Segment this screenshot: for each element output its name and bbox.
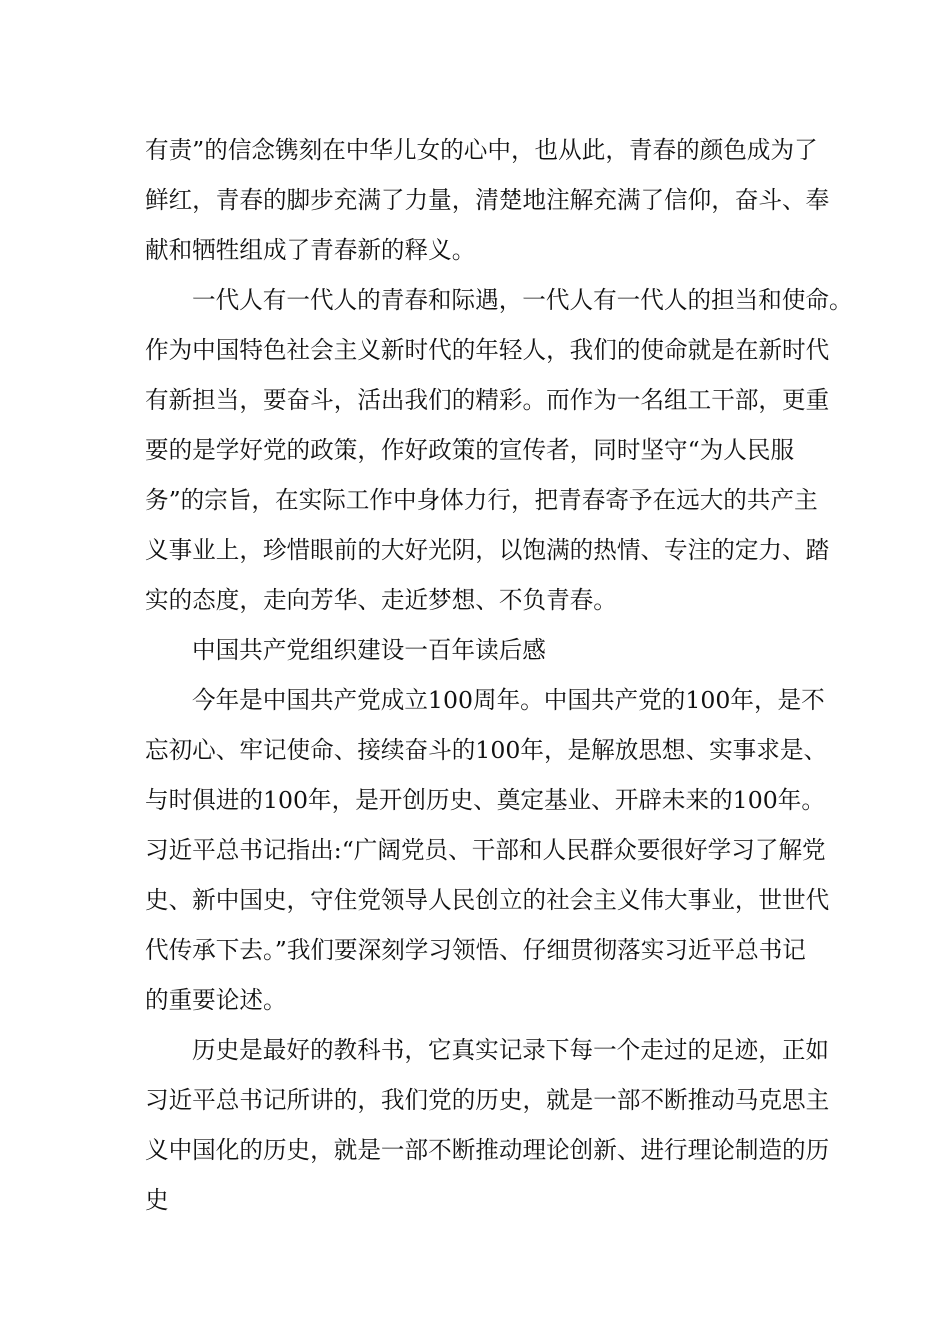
text-line: 要的是学好党的政策，作好政策的宣传者，同时坚守“为人民服 <box>145 436 795 464</box>
text-line: 实的态度，走向芳华、走近梦想、不负青春。 <box>145 586 617 614</box>
text-line: 习近平总书记指出:“广阔党员、干部和人民群众要很好学习了解党 <box>145 836 826 864</box>
text-line: 作为中国特色社会主义新时代的年轻人，我们的使命就是在新时代 <box>145 336 830 364</box>
paragraph-first-line: 一代人有一代人的青春和际遇，一代人有一代人的担当和使命。 <box>192 286 853 314</box>
text-line: 有责”的信念镌刻在中华儿女的心中，也从此，青春的颜色成为了 <box>145 136 818 164</box>
text-line: 与时俱进的100年，是开创历史、奠定基业、开辟未来的100年。 <box>145 786 825 814</box>
text-line: 代传承下去。”我们要深刻学习领悟、仔细贯彻落实习近平总书记 <box>145 936 806 964</box>
text-line: 的重要论述。 <box>145 986 287 1014</box>
text-line: 义事业上，珍惜眼前的大好光阴，以饱满的热情、专注的定力、踏 <box>145 536 830 564</box>
text-line: 鲜红，青春的脚步充满了力量，清楚地注解充满了信仰，奋斗、奉 <box>145 186 830 214</box>
text-line: 史 <box>145 1186 169 1214</box>
section-title: 中国共产党组织建设一百年读后感 <box>192 636 546 664</box>
text-line: 献和牺牲组成了青春新的释义。 <box>145 236 476 264</box>
text-line: 忘初心、牢记使命、接续奋斗的100年，是解放思想、实事求是、 <box>145 736 828 764</box>
paragraph-first-line: 今年是中国共产党成立100周年。中国共产党的100年，是不 <box>192 686 825 714</box>
text-line: 史、新中国史，守住党领导人民创立的社会主义伟大事业，世世代 <box>145 886 830 914</box>
text-line: 义中国化的历史，就是一部不断推动理论创新、进行理论制造的历 <box>145 1136 830 1164</box>
paragraph-first-line: 历史是最好的教科书，它真实记录下每一个走过的足迹，正如 <box>192 1036 830 1064</box>
text-line: 务”的宗旨，在实际工作中身体力行，把青春寄予在远大的共产主 <box>145 486 818 514</box>
text-line: 习近平总书记所讲的，我们党的历史，就是一部不断推动马克思主 <box>145 1086 830 1114</box>
text-line: 有新担当，要奋斗，活出我们的精彩。而作为一名组工干部，更重 <box>145 386 830 414</box>
